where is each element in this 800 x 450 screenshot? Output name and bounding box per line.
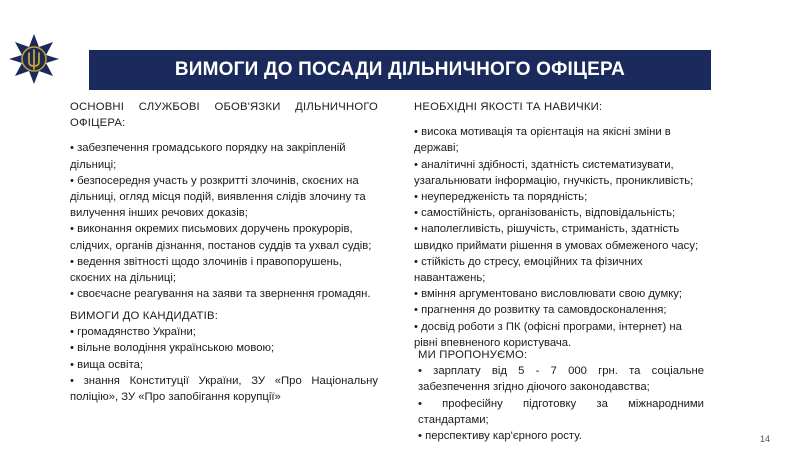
slide-title: ВИМОГИ ДО ПОСАДИ ДІЛЬНИЧНОГО ОФІЦЕРА [174, 59, 626, 80]
offer-item: • професійну підготовку за міжнародними стандартами; [418, 397, 704, 426]
offer-heading: МИ ПРОПОНУЄМО: [418, 349, 528, 361]
skills-heading: НЕОБХІДНІ ЯКОСТІ ТА НАВИЧКИ: [414, 101, 603, 113]
skills-section [414, 99, 704, 351]
candidate-requirements-heading: ВИМОГИ ДО КАНДИДАТІВ: [70, 310, 219, 322]
duties-section [70, 99, 378, 302]
offer-item: • зарплату від 5 - 7 000 грн. та соціальне забезпечення згідно діючого законодавства; [418, 365, 704, 394]
skills-item: • досвід роботи з ПК (офісні програми, інтернет) на рівні впевненого користувача. [414, 320, 682, 349]
duties-heading: ОСНОВНІ СЛУЖБОВІ ОБОВ'ЯЗКИ ДІЛЬНИЧНОГО ОФІЦЕРА: [70, 101, 378, 130]
skills-item: • вміння аргументовано висловлювати свою думку; [414, 288, 683, 301]
skills-item: • висока мотивація та орієнтація на якісні зміни в державі; [414, 126, 671, 155]
skills-item: • стійкість до стресу, емоційних та фізичних навантажень; [414, 255, 643, 285]
skills-item: • неупередженість та порядність; [414, 191, 588, 204]
offer-item: • перспективу кар'єрного росту. [418, 430, 582, 443]
skills-item: • наполегливість, рішучість, стриманість, здатність швидко приймати рішення в умовах обмеженого часу; [414, 223, 699, 252]
title-bar [89, 50, 711, 90]
skills-item: • самостійність, організованість, відповідальність; [414, 207, 676, 220]
skills-item: • прагнення до розвитку та самовдосконалення; [414, 304, 667, 317]
duties-item: • ведення звітності щодо злочинів і правопорушень, скоєних на дільниці; [70, 255, 342, 285]
candidate-requirement-item: • громадянство України; [70, 326, 196, 339]
skills-item: • аналітичні здібності, здатність систематизувати, узагальнювати інформацію, гнучкість, проникливість; [414, 158, 694, 187]
page-number: 14 [759, 434, 770, 444]
candidate-requirements-section [70, 308, 378, 405]
candidate-requirement-item: • знання Конституції України, ЗУ «Про Національну поліцію», ЗУ «Про запобігання корупції» [70, 374, 378, 404]
duties-item: • виконання окремих письмових доручень прокурорів, слідчих, органів дізнання, постанов суддів та ухвал судів; [70, 223, 372, 252]
candidate-requirement-item: • вища освіта; [70, 358, 144, 371]
duties-item: • безпосередня участь у розкритті злочинів, скоєних на дільниці, огляд місця подій, виявлення слідів злочину та вилучення інших речових доказів; [70, 174, 366, 220]
police-logo-icon [8, 33, 60, 85]
candidate-requirement-item: • вільне володіння українською мовою; [70, 342, 275, 355]
duties-item: • своєчасне реагування на заяви та звернення громадян. [70, 288, 371, 301]
offer-section [418, 347, 704, 444]
duties-item: • забезпечення громадського порядку на закріпленій дільниці; [70, 142, 346, 171]
